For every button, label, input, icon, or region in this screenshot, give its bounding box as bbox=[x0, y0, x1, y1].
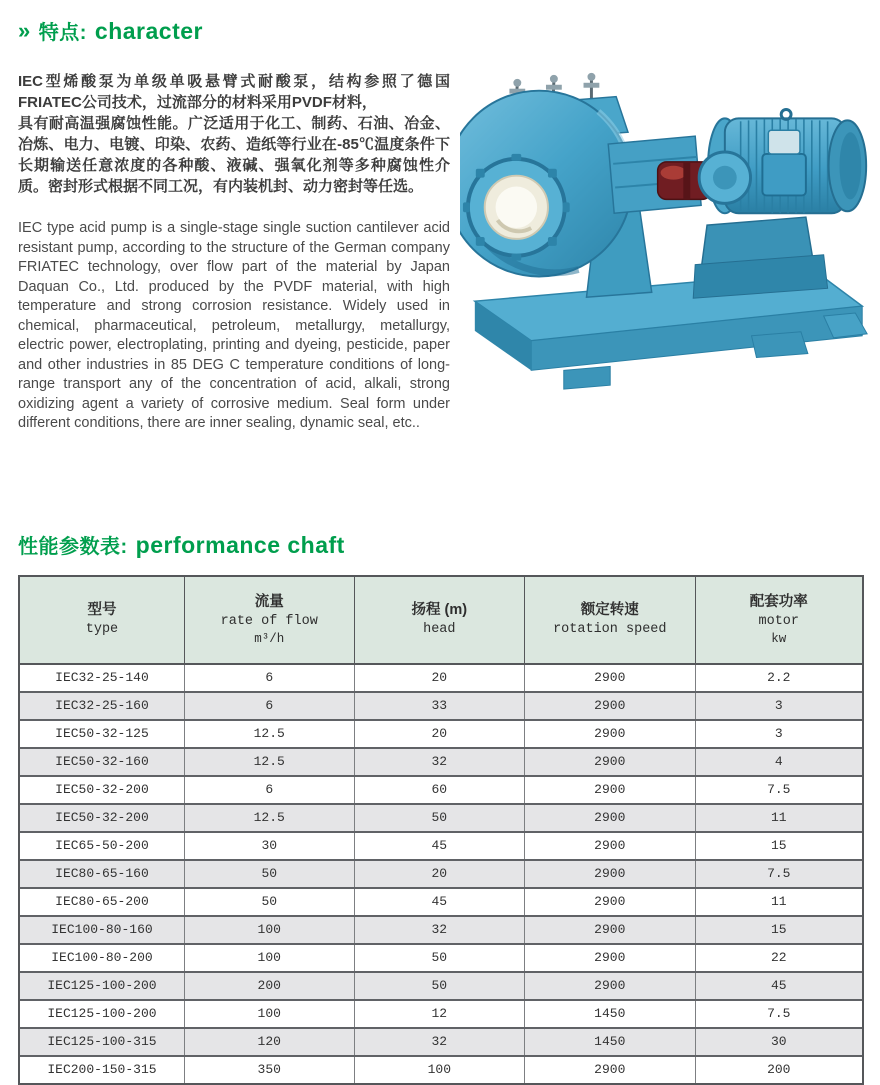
col-flow-zh: 流量 bbox=[254, 594, 284, 610]
col-header-flow bbox=[184, 576, 354, 664]
cell-flow: 350 bbox=[184, 1056, 354, 1084]
col-type-en: type bbox=[85, 622, 119, 637]
cell-head: 100 bbox=[354, 1056, 524, 1084]
cell-speed: 2900 bbox=[525, 748, 695, 776]
cell-power: 2.2 bbox=[695, 664, 863, 692]
cell-flow: 200 bbox=[184, 972, 354, 1000]
cell-type: IEC50-32-200 bbox=[19, 776, 184, 804]
cell-flow: 120 bbox=[184, 1028, 354, 1056]
cell-power: 7.5 bbox=[695, 1000, 863, 1028]
col-header-head bbox=[354, 576, 524, 664]
col-head-en: head bbox=[423, 622, 456, 637]
intro-paragraph-zh-2: 具有耐高温强腐蚀性能。广泛适用于化工、制药、石油、冶金、冶炼、电力、电镀、印染、农药、造纸等行业在-85℃温度条件下长期输送任意浓度的各种酸、液碱、强氧化剂等多种腐蚀性介质。密封形式根据不同工况，有内装机封、动力密封等任选。 bbox=[18, 115, 450, 195]
performance-title-zh: 性能参数表: bbox=[18, 535, 128, 558]
cell-flow: 100 bbox=[184, 944, 354, 972]
cell-power: 15 bbox=[695, 916, 863, 944]
cell-power: 7.5 bbox=[695, 860, 863, 888]
cell-power: 15 bbox=[695, 832, 863, 860]
cell-power: 11 bbox=[695, 804, 863, 832]
cell-flow: 12.5 bbox=[184, 804, 354, 832]
cell-speed: 2900 bbox=[525, 692, 695, 720]
table-row bbox=[19, 1028, 863, 1056]
table-row bbox=[19, 692, 863, 720]
col-power-zh: 配套功率 bbox=[749, 594, 808, 610]
cell-flow: 6 bbox=[184, 692, 354, 720]
cell-flow: 30 bbox=[184, 832, 354, 860]
cell-type: IEC125-100-315 bbox=[19, 1028, 184, 1056]
cell-type: IEC200-150-315 bbox=[19, 1056, 184, 1084]
col-header-power bbox=[695, 576, 863, 664]
section-performance bbox=[18, 530, 864, 1085]
cell-type: IEC50-32-125 bbox=[19, 720, 184, 748]
intro-text-column bbox=[18, 71, 450, 434]
cell-power: 7.5 bbox=[695, 776, 863, 804]
table-row bbox=[19, 832, 863, 860]
cell-type: IEC32-25-140 bbox=[19, 664, 184, 692]
table-row bbox=[19, 1056, 863, 1084]
cell-flow: 100 bbox=[184, 916, 354, 944]
character-title-en: character bbox=[94, 18, 203, 44]
cell-type: IEC100-80-200 bbox=[19, 944, 184, 972]
cell-power: 3 bbox=[695, 720, 863, 748]
spec-table-header bbox=[19, 576, 863, 664]
cell-head: 20 bbox=[354, 720, 524, 748]
cell-flow: 6 bbox=[184, 664, 354, 692]
cell-speed: 2900 bbox=[525, 888, 695, 916]
cell-speed: 2900 bbox=[525, 664, 695, 692]
cell-speed: 2900 bbox=[525, 972, 695, 1000]
cell-flow: 12.5 bbox=[184, 748, 354, 776]
cell-power: 200 bbox=[695, 1056, 863, 1084]
col-speed-en: rotation speed bbox=[553, 622, 667, 637]
table-row bbox=[19, 1000, 863, 1028]
table-row bbox=[19, 944, 863, 972]
table-row bbox=[19, 860, 863, 888]
cell-flow: 50 bbox=[184, 860, 354, 888]
cell-speed: 2900 bbox=[525, 916, 695, 944]
cell-speed: 1450 bbox=[525, 1028, 695, 1056]
cell-type: IEC32-25-160 bbox=[19, 692, 184, 720]
col-power-unit: kw bbox=[771, 632, 787, 646]
spec-table-body bbox=[19, 664, 863, 1084]
cell-type: IEC125-100-200 bbox=[19, 972, 184, 1000]
cell-flow: 12.5 bbox=[184, 720, 354, 748]
cell-power: 30 bbox=[695, 1028, 863, 1056]
table-row bbox=[19, 916, 863, 944]
cell-head: 33 bbox=[354, 692, 524, 720]
cell-speed: 2900 bbox=[525, 860, 695, 888]
cell-type: IEC50-32-160 bbox=[19, 748, 184, 776]
intro-columns bbox=[18, 71, 864, 434]
performance-section-title bbox=[18, 530, 864, 559]
cell-flow: 6 bbox=[184, 776, 354, 804]
cell-head: 50 bbox=[354, 972, 524, 1000]
col-speed-zh: 额定转速 bbox=[580, 602, 639, 618]
cell-speed: 2900 bbox=[525, 720, 695, 748]
col-power-en: motor bbox=[758, 614, 800, 629]
cell-head: 60 bbox=[354, 776, 524, 804]
col-flow-en: rate of flow bbox=[220, 614, 318, 629]
cell-type: IEC125-100-200 bbox=[19, 1000, 184, 1028]
cell-flow: 100 bbox=[184, 1000, 354, 1028]
cell-speed: 2900 bbox=[525, 776, 695, 804]
table-row bbox=[19, 776, 863, 804]
character-title-zh: 特点: bbox=[38, 22, 87, 44]
table-row bbox=[19, 748, 863, 776]
col-header-speed bbox=[525, 576, 695, 664]
cell-power: 22 bbox=[695, 944, 863, 972]
cell-flow: 50 bbox=[184, 888, 354, 916]
cell-speed: 2900 bbox=[525, 1056, 695, 1084]
cell-head: 45 bbox=[354, 832, 524, 860]
section-character bbox=[18, 16, 864, 434]
intro-paragraph-en: IEC type acid pump is a single-stage single suction cantilever acid resistant pump, according to the structure of the German company FRIATEC technology, over flow part of the material by Japan Daquan Co., Ltd. produced by the PVDF material, with high temperature and strong corrosion resistance. Widely used in chemical, pharmaceutical, petroleum, metallurgy, metallurgy, electric power, electroplating, printing and dyeing, pesticide, paper and other industries in 85 DEG C temperature conditions of long-range transport any of the concentration of acid, alkali, strong oxidizing agent a variety of corrosive medium. Seal form under different conditions, there are inner sealing, dynamic seal, etc.. bbox=[18, 220, 450, 431]
cell-speed: 2900 bbox=[525, 832, 695, 860]
character-section-title bbox=[18, 16, 864, 45]
cell-type: IEC100-80-160 bbox=[19, 916, 184, 944]
intro-paragraph-zh-1: IEC型烯酸泵为单级单吸悬臂式耐酸泵，结构参照了德国FRIATEC公司技术，过流部分的材料采用PVDF材料， bbox=[18, 73, 450, 111]
cell-head: 50 bbox=[354, 804, 524, 832]
cell-type: IEC80-65-160 bbox=[19, 860, 184, 888]
col-header-type bbox=[19, 576, 184, 664]
cell-speed: 2900 bbox=[525, 944, 695, 972]
performance-title-en: performance chaft bbox=[135, 531, 345, 558]
cell-head: 32 bbox=[354, 748, 524, 776]
cell-head: 32 bbox=[354, 1028, 524, 1056]
cell-head: 45 bbox=[354, 888, 524, 916]
col-type-zh: 型号 bbox=[87, 602, 117, 618]
cell-head: 32 bbox=[354, 916, 524, 944]
table-row bbox=[19, 720, 863, 748]
cell-head: 12 bbox=[354, 1000, 524, 1028]
cell-power: 11 bbox=[695, 888, 863, 916]
cell-type: IEC65-50-200 bbox=[19, 832, 184, 860]
cell-speed: 1450 bbox=[525, 1000, 695, 1028]
cell-head: 20 bbox=[354, 664, 524, 692]
col-head-zh: 扬程 (m) bbox=[411, 602, 468, 618]
cell-type: IEC50-32-200 bbox=[19, 804, 184, 832]
cell-head: 20 bbox=[354, 860, 524, 888]
pump-product-image bbox=[460, 65, 880, 405]
table-row bbox=[19, 664, 863, 692]
double-chevron-icon: » bbox=[18, 18, 31, 43]
cell-speed: 2900 bbox=[525, 804, 695, 832]
table-row bbox=[19, 888, 863, 916]
table-row bbox=[19, 972, 863, 1000]
cell-type: IEC80-65-200 bbox=[19, 888, 184, 916]
pump-illustration bbox=[460, 65, 880, 400]
cell-power: 45 bbox=[695, 972, 863, 1000]
performance-spec-table bbox=[18, 575, 864, 1085]
cell-power: 4 bbox=[695, 748, 863, 776]
table-row bbox=[19, 804, 863, 832]
cell-head: 50 bbox=[354, 944, 524, 972]
col-flow-unit: m³/h bbox=[254, 632, 285, 646]
cell-power: 3 bbox=[695, 692, 863, 720]
